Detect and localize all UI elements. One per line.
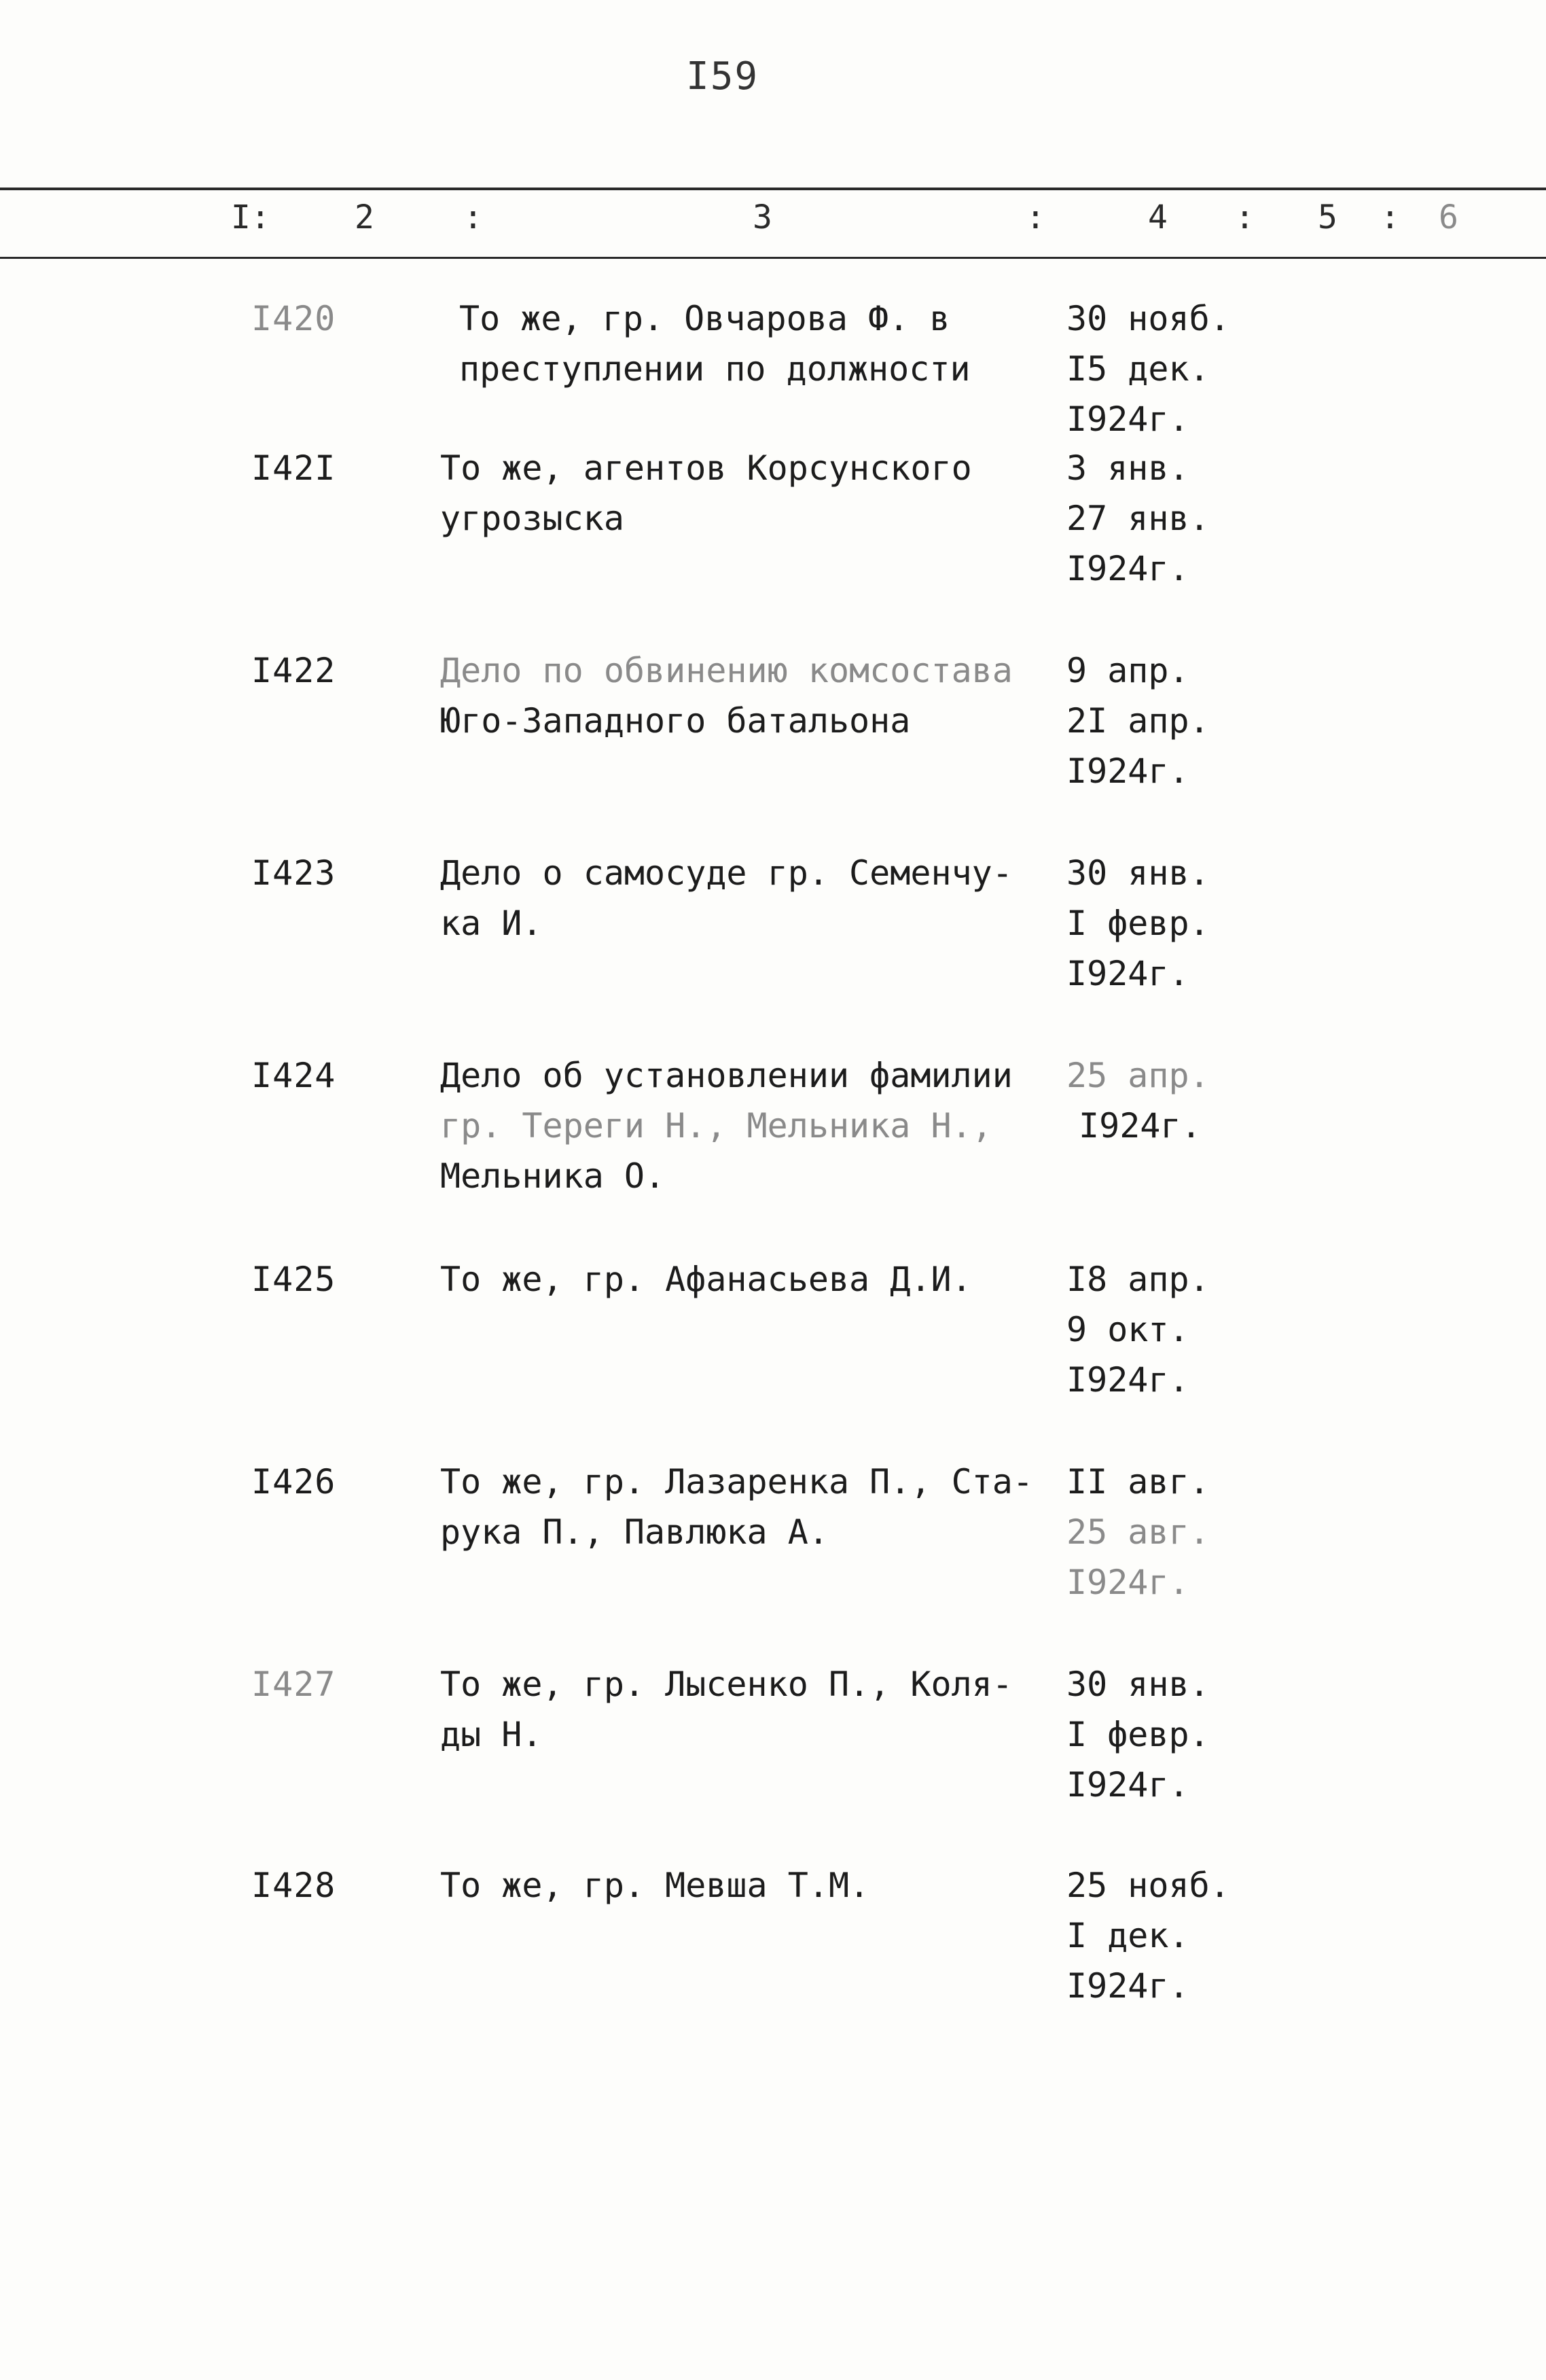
date-line: I924г.	[1066, 549, 1189, 588]
date-line: 9 апр.	[1066, 651, 1189, 690]
entry-number: I424	[251, 1056, 336, 1095]
date-line: I924г.	[1066, 1360, 1189, 1400]
date-line: 9 окт.	[1066, 1310, 1189, 1349]
date-line: I924г.	[1066, 399, 1189, 439]
description-line: преступлении по должности	[459, 349, 971, 389]
entry-dates	[1066, 443, 1338, 594]
column-separator: :	[1026, 198, 1045, 236]
entry-description	[440, 1457, 1038, 1557]
date-line: II авг.	[1066, 1462, 1210, 1502]
date-line: I5 дек.	[1066, 349, 1210, 389]
entry-number: I423	[251, 853, 336, 893]
date-line: I дек.	[1066, 1916, 1189, 1955]
table-header-rule	[0, 257, 1546, 259]
date-line: 30 янв.	[1066, 1665, 1210, 1704]
description-line: Дело о самосуде гр. Семенчу-	[440, 853, 1013, 893]
date-line: 25 авг.	[1066, 1512, 1210, 1552]
date-line: I февр.	[1066, 904, 1210, 943]
entry-description	[440, 1860, 1038, 1911]
description-line: ка И.	[440, 904, 543, 943]
date-line: I8 апр.	[1066, 1260, 1210, 1299]
date-line: 25 апр.	[1066, 1056, 1210, 1095]
description-line: То же, агентов Корсунского	[440, 448, 972, 488]
description-line: ды Н.	[440, 1715, 543, 1754]
entry-dates	[1066, 1659, 1338, 1810]
column-separator: :	[463, 198, 483, 236]
description-line: рука П., Павлюка А.	[440, 1512, 829, 1552]
entry-dates	[1066, 1860, 1338, 2011]
entry-number: I427	[251, 1665, 336, 1704]
entry-dates	[1066, 294, 1338, 444]
description-line: Дело по обвинению комсостава	[440, 651, 1013, 690]
entry-dates	[1066, 848, 1338, 999]
entry-dates	[1066, 1050, 1338, 1151]
entry-description	[440, 1254, 1038, 1304]
entry-number: I422	[251, 651, 336, 690]
page-number: I59	[686, 54, 759, 99]
date-line: I924г.	[1066, 1765, 1189, 1805]
description-line: Дело об установлении фамилии	[440, 1056, 1013, 1095]
column-header-5: 5	[1318, 198, 1337, 236]
entry-number: I420	[251, 299, 336, 338]
description-line: То же, гр. Мевша Т.М.	[440, 1866, 870, 1905]
entry-number: I42I	[251, 448, 336, 488]
column-header-2: 2	[355, 198, 374, 236]
column-separator: :	[1235, 198, 1255, 236]
date-line: 30 янв.	[1066, 853, 1210, 893]
entry-description	[440, 645, 1038, 746]
column-separator: :	[1380, 198, 1400, 236]
description-line: То же, гр. Лазаренка П., Ста-	[440, 1462, 1033, 1502]
entry-number: I426	[251, 1462, 336, 1502]
entry-description	[440, 443, 1038, 544]
description-line: То же, гр. Овчарова Ф. в	[459, 299, 950, 338]
date-line: 3 янв.	[1066, 448, 1189, 488]
table-top-rule	[0, 188, 1546, 190]
date-line: 25 нояб.	[1066, 1866, 1230, 1905]
date-line: 30 нояб.	[1066, 299, 1230, 338]
description-line: Юго-Западного батальона	[440, 701, 911, 741]
date-line: 2I апр.	[1066, 701, 1210, 741]
description-line: гр. Тереги Н., Мельника Н.,	[440, 1106, 992, 1145]
description-line: То же, гр. Афанасьева Д.И.	[440, 1260, 972, 1299]
description-line: То же, гр. Лысенко П., Коля-	[440, 1665, 1013, 1704]
column-header-3: 3	[753, 198, 772, 236]
date-line: I924г.	[1066, 751, 1189, 791]
entry-description	[440, 1659, 1038, 1760]
entry-number: I428	[251, 1866, 336, 1905]
date-line: I февр.	[1066, 1715, 1210, 1754]
date-line: I924г.	[1066, 1966, 1189, 2006]
description-line: Мельника О.	[440, 1156, 666, 1196]
entry-dates	[1066, 645, 1338, 796]
date-line: I924г.	[1066, 954, 1189, 993]
entry-description	[459, 294, 1057, 394]
column-header-1: I:	[231, 198, 270, 236]
date-line: 27 янв.	[1066, 499, 1210, 538]
entry-number: I425	[251, 1260, 336, 1299]
entry-dates	[1066, 1254, 1338, 1405]
date-line: I924г.	[1066, 1563, 1189, 1602]
column-header-4: 4	[1148, 198, 1168, 236]
entry-dates	[1066, 1457, 1338, 1608]
entry-description	[440, 1050, 1038, 1201]
description-line: угрозыска	[440, 499, 624, 538]
entry-description	[440, 848, 1038, 948]
date-line: I924г.	[1079, 1106, 1202, 1145]
column-header-6: 6	[1439, 198, 1458, 236]
